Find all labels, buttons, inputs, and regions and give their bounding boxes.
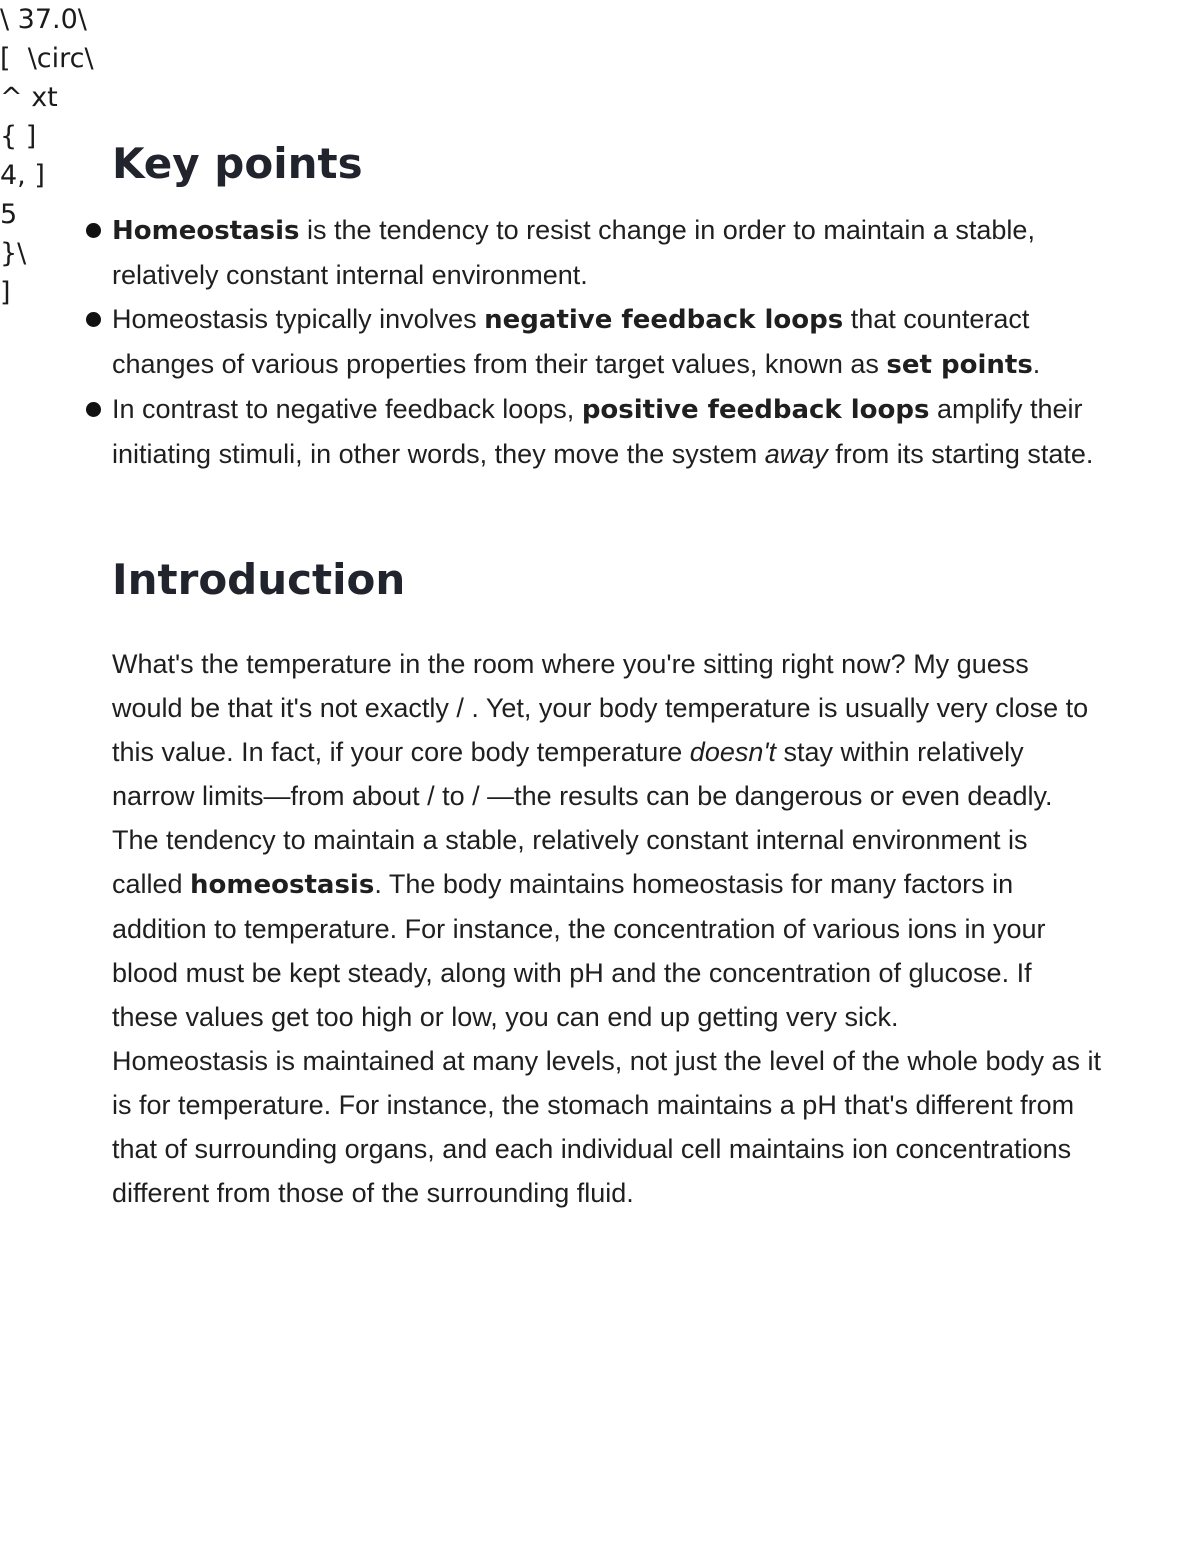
latex-residue-line: [ \circ\ (0, 43, 94, 74)
latex-residue-line: \ 37.0\ (0, 4, 87, 35)
key-point-text: amplify their initiating stimuli, in other words, they move the system (112, 394, 1083, 469)
key-point-text: from its starting state. (827, 439, 1094, 469)
latex-residue-line: ^ xt (0, 82, 58, 113)
introduction-section (112, 552, 1102, 1215)
introduction-heading: Introduction (112, 555, 406, 604)
key-point-text: Homeostasis typically involves (112, 304, 485, 334)
paragraph-text: . The body maintains homeostasis for many factors in addition to temperature. For instance, the concentration of various ions in your blood must be kept steady, along with pH and the concentration of glucose. If these values get too high or low, you can end up getting very sick. (112, 869, 1046, 1032)
term-positive-feedback-loops: positive feedback loops (581, 395, 930, 425)
key-points-list (112, 208, 1102, 476)
key-points-heading: Key points (112, 139, 363, 188)
key-point-item (112, 208, 1102, 297)
term-set-points: set points (886, 350, 1033, 380)
article-content (112, 136, 1102, 1215)
key-point-text: . (1032, 349, 1041, 379)
key-point-item (112, 387, 1102, 476)
latex-residue-text (0, 0, 94, 312)
key-point-text: that counteract changes of various properties from their target values, known as (112, 304, 1030, 379)
emphasis-away: away (764, 439, 828, 469)
paragraph-text: stay within relatively narrow limits—from about / to / —the results can be dangerous or even deadly. (112, 737, 1053, 811)
latex-residue-line: }\ (0, 238, 27, 269)
latex-residue-line: 4, ] (0, 160, 45, 191)
paragraph-text: The tendency to maintain a stable, relatively constant internal environment is called (112, 825, 1028, 899)
paragraph-text: What's the temperature in the room where you're sitting right now? My guess would be that it's not exactly / . Yet, your body temperature is usually very close to this value. In fact, if your core body temperature (112, 649, 1089, 767)
key-point-text: is the tendency to resist change in order to maintain a stable, relatively constant internal environment. (112, 215, 1035, 290)
key-point-text: In contrast to negative feedback loops, (112, 394, 582, 424)
term-negative-feedback-loops: negative feedback loops (484, 305, 844, 335)
intro-paragraph (112, 818, 1102, 1039)
key-points-section (112, 136, 1102, 476)
emphasis-doesnt: doesn't (689, 737, 777, 767)
intro-paragraph: Homeostasis is maintained at many levels, not just the level of the whole body as it is for temperature. For instance, the stomach maintains a pH that's different from that of surrounding organs, and each individual cell maintains ion concentrations different from those of the surrounding fluid. (112, 1046, 1102, 1208)
latex-residue-line: 5 (0, 199, 18, 230)
term-homeostasis: homeostasis (190, 870, 375, 900)
term-homeostasis: Homeostasis (112, 216, 300, 246)
key-point-item (112, 297, 1102, 387)
latex-residue-line: ] (0, 277, 11, 308)
intro-paragraph (112, 642, 1102, 818)
latex-residue-line: { ] (0, 121, 37, 152)
